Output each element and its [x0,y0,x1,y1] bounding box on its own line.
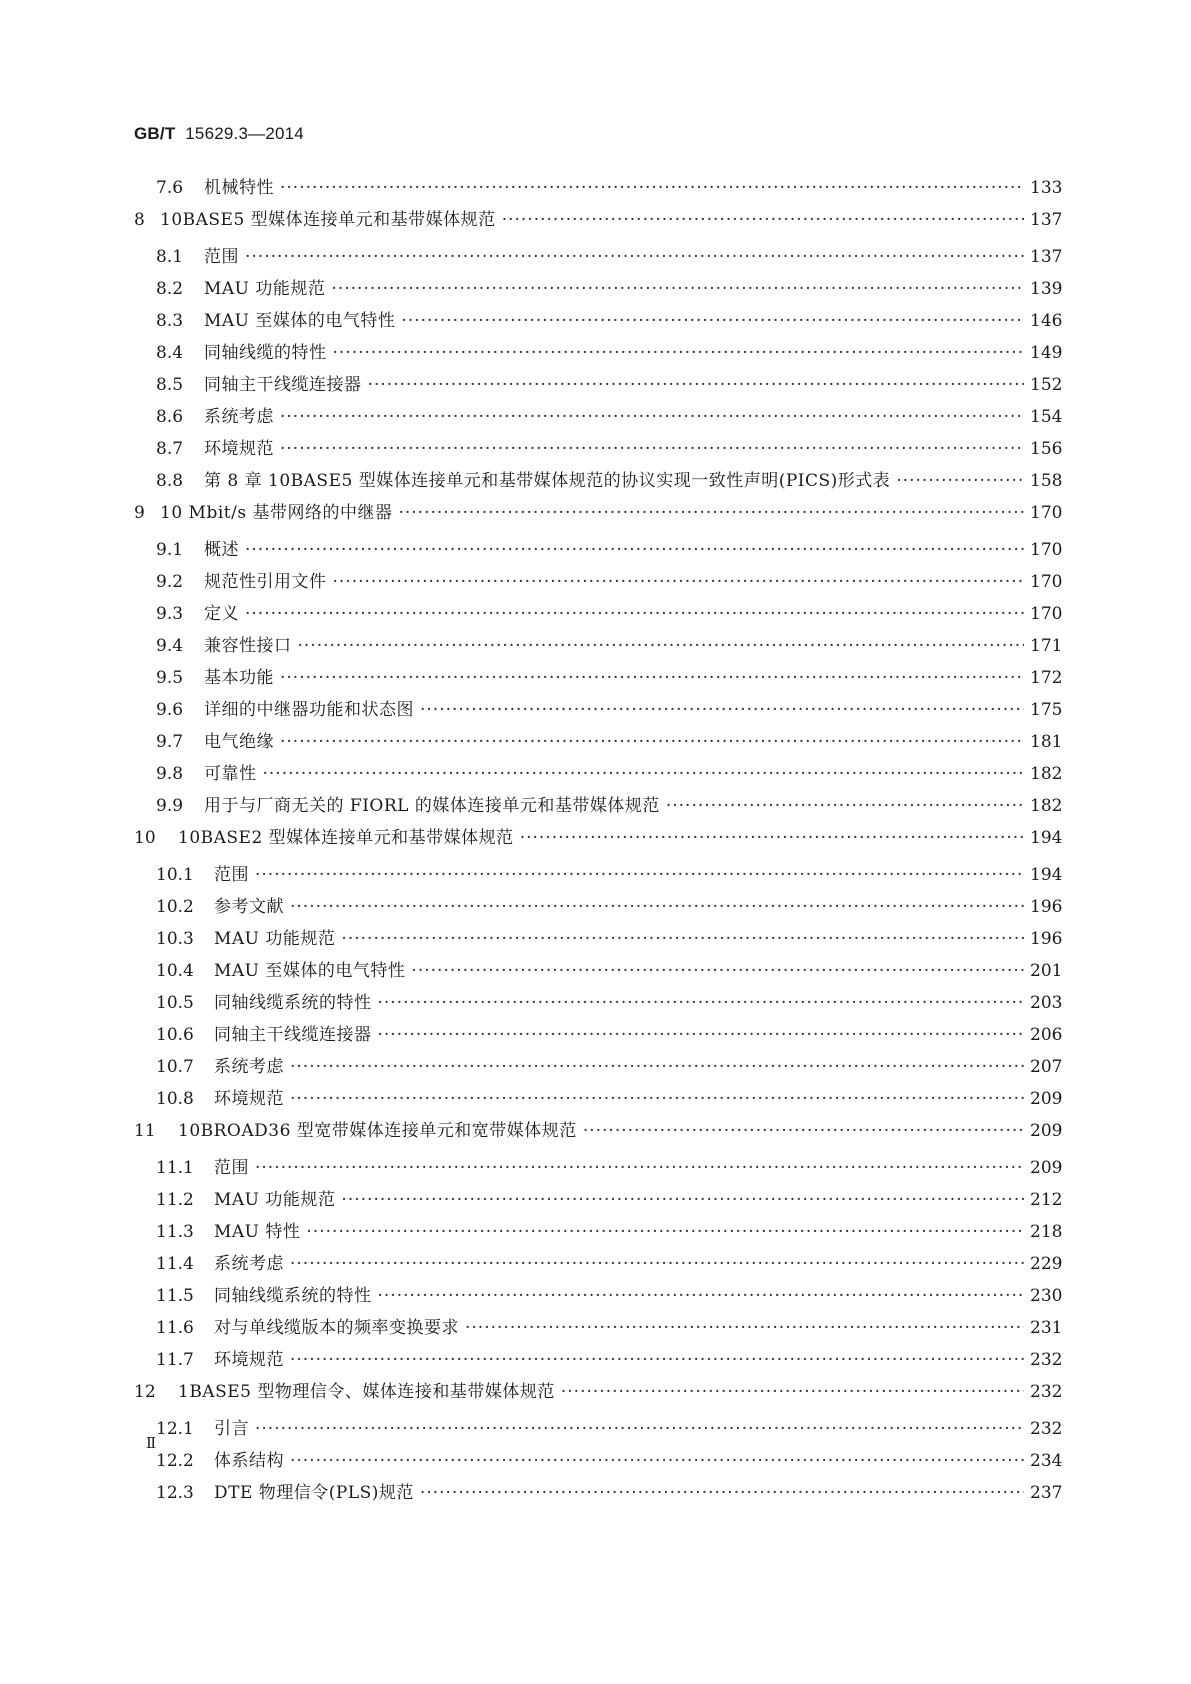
toc-entry-number: 10.2 [156,897,194,917]
toc-entry-page: 182 [1030,764,1063,784]
toc-section-entry[interactable] [134,279,1063,311]
toc-entry-number: 9 [134,503,145,523]
toc-section-entry[interactable] [134,572,1063,604]
toc-entry-page: 139 [1030,279,1063,299]
toc-section-entry[interactable] [134,929,1063,961]
toc-entry-page: 182 [1030,796,1063,816]
toc-entry-number: 12.3 [156,1483,194,1503]
toc-leader-dots [290,1089,1024,1109]
toc-entry-page: 170 [1030,503,1063,523]
toc-entry-title: 环境规范 [214,1089,284,1109]
toc-chapter-entry[interactable] [134,503,1063,540]
toc-entry-page: 207 [1030,1057,1063,1077]
toc-entry-number: 11.1 [156,1158,194,1178]
toc-entry-number: 10.7 [156,1057,194,1077]
toc-entry-page: 232 [1030,1350,1063,1370]
toc-entry-page: 229 [1030,1254,1063,1274]
toc-leader-dots [341,1190,1024,1210]
toc-section-entry[interactable] [134,865,1063,897]
toc-entry-title: 系统考虑 [214,1254,284,1274]
toc-entry-title: MAU 功能规范 [214,929,336,949]
toc-entry-title: MAU 功能规范 [214,1190,336,1210]
toc-entry-number: 11.4 [156,1254,194,1274]
toc-entry-page: 181 [1030,732,1063,752]
toc-entry-number: 11.3 [156,1222,194,1242]
toc-entry-page: 194 [1030,865,1063,885]
toc-entry-number: 8.1 [156,247,184,267]
toc-leader-dots [280,407,1024,427]
toc-entry-number: 8 [134,210,145,230]
toc-entry-page: 170 [1030,572,1063,592]
toc-entry-number: 9.7 [156,732,184,752]
toc-leader-dots [306,1222,1024,1242]
toc-entry-number: 8.2 [156,279,184,299]
toc-entry-number: 9.9 [156,796,184,816]
toc-entry-page: 149 [1030,343,1063,363]
toc-leader-dots [280,178,1024,198]
toc-leader-dots [333,343,1025,363]
toc-entry-title: 范围 [204,247,239,267]
toc-leader-dots [666,796,1024,816]
toc-entry-page: 137 [1030,247,1063,267]
toc-entry-title: 1BASE5 型物理信令、媒体连接和基带媒体规范 [178,1382,555,1402]
toc-entry-title: 可靠性 [204,764,257,784]
toc-leader-dots [280,668,1024,688]
toc-entry-title: 机械特性 [204,178,274,198]
toc-section-entry[interactable] [134,1222,1063,1254]
standard-prefix: GB/T [134,124,176,143]
toc-entry-title: 兼容性接口 [204,636,292,656]
toc-entry-title: MAU 至媒体的电气特性 [204,311,396,331]
toc-entry-page: 175 [1030,700,1063,720]
toc-section-entry[interactable] [134,604,1063,636]
toc-leader-dots [465,1318,1024,1338]
toc-entry-number: 11 [134,1121,156,1141]
toc-entry-number: 10.6 [156,1025,194,1045]
toc-entry-title: 10BASE5 型媒体连接单元和基带媒体规范 [160,210,496,230]
toc-leader-dots [378,1025,1025,1045]
toc-entry-page: 156 [1030,439,1063,459]
document-header [134,124,304,144]
toc-entry-number: 10 [134,828,156,848]
toc-entry-number: 8.4 [156,343,184,363]
toc-entry-title: MAU 功能规范 [204,279,326,299]
toc-entry-page: 209 [1030,1158,1063,1178]
toc-leader-dots [280,732,1024,752]
toc-entry-page: 133 [1030,178,1063,198]
toc-entry-title: 同轴主干线缆连接器 [204,375,362,395]
toc-section-entry[interactable] [134,407,1063,439]
toc-entry-number: 10.4 [156,961,194,981]
toc-chapter-entry[interactable] [134,1382,1063,1419]
toc-entry-number: 9.4 [156,636,184,656]
toc-section-entry[interactable] [134,1419,1063,1451]
toc-leader-dots [583,1121,1024,1141]
toc-entry-title: 系统考虑 [214,1057,284,1077]
toc-entry-title: 参考文献 [214,897,284,917]
toc-entry-page: 231 [1030,1318,1063,1338]
toc-entry-number: 8.8 [156,471,184,491]
toc-entry-number: 11.6 [156,1318,194,1338]
toc-entry-number: 10.8 [156,1089,194,1109]
toc-leader-dots [290,1057,1024,1077]
toc-section-entry[interactable] [134,1089,1063,1121]
toc-entry-page: 154 [1030,407,1063,427]
toc-leader-dots [280,439,1024,459]
toc-entry-title: MAU 至媒体的电气特性 [214,961,406,981]
toc-entry-page: 146 [1030,311,1063,331]
toc-entry-number: 9.1 [156,540,184,560]
toc-section-entry[interactable] [134,1483,1063,1515]
toc-entry-title: 环境规范 [204,439,274,459]
toc-section-entry[interactable] [134,961,1063,993]
toc-entry-title: 定义 [204,604,239,624]
toc-entry-number: 7.6 [156,178,184,198]
toc-entry-page: 237 [1030,1483,1063,1503]
toc-entry-title: 对与单线缆版本的频率变换要求 [214,1318,459,1338]
toc-entry-page: 170 [1030,540,1063,560]
toc-entry-number: 12.2 [156,1451,194,1471]
toc-section-entry[interactable] [134,1318,1063,1350]
toc-entry-title: 体系结构 [214,1451,284,1471]
toc-entry-number: 11.7 [156,1350,194,1370]
toc-entry-page: 232 [1030,1382,1063,1402]
toc-leader-dots [290,897,1024,917]
toc-leader-dots [378,1286,1025,1306]
toc-section-entry[interactable] [134,1286,1063,1318]
toc-entry-page: 170 [1030,604,1063,624]
toc-entry-page: 152 [1030,375,1063,395]
toc-entry-number: 9.3 [156,604,184,624]
toc-leader-dots [255,865,1024,885]
toc-entry-page: 201 [1030,961,1063,981]
toc-leader-dots [298,636,1025,656]
toc-entry-number: 10.1 [156,865,194,885]
toc-entry-page: 230 [1030,1286,1063,1306]
toc-section-entry[interactable] [134,343,1063,375]
toc-entry-number: 9.2 [156,572,184,592]
toc-entry-title: 用于与厂商无关的 FIORL 的媒体连接单元和基带媒体规范 [204,796,660,816]
toc-entry-page: 212 [1030,1190,1063,1210]
page-number: Ⅱ [146,1434,157,1452]
toc-chapter-entry[interactable] [134,210,1063,247]
toc-section-entry[interactable] [134,1350,1063,1382]
toc-leader-dots [502,210,1024,230]
toc-leader-dots [255,1419,1024,1439]
toc-entry-page: 232 [1030,1419,1063,1439]
toc-entry-page: 196 [1030,929,1063,949]
toc-section-entry[interactable] [134,668,1063,700]
toc-entry-title: 同轴线缆的特性 [204,343,327,363]
toc-entry-page: 206 [1030,1025,1063,1045]
toc-entry-title: 同轴线缆系统的特性 [214,1286,372,1306]
toc-entry-page: 203 [1030,993,1063,1013]
toc-section-entry[interactable] [134,700,1063,732]
toc-section-entry[interactable] [134,897,1063,929]
toc-section-entry[interactable] [134,178,1063,210]
toc-entry-title: 10 Mbit/s 基带网络的中继器 [160,503,393,523]
toc-section-entry[interactable] [134,636,1063,668]
toc-section-entry[interactable] [134,1254,1063,1286]
toc-section-entry[interactable] [134,732,1063,764]
toc-leader-dots [290,1350,1024,1370]
toc-section-entry[interactable] [134,796,1063,828]
toc-leader-dots [378,993,1025,1013]
toc-entry-title: 10BASE2 型媒体连接单元和基带媒体规范 [178,828,514,848]
toc-leader-dots [341,929,1024,949]
toc-entry-number: 8.7 [156,439,184,459]
toc-entry-number: 12.1 [156,1419,194,1439]
toc-section-entry[interactable] [134,1190,1063,1222]
toc-entry-title: 范围 [214,865,249,885]
toc-entry-number: 9.8 [156,764,184,784]
toc-entry-title: 同轴主干线缆连接器 [214,1025,372,1045]
toc-entry-number: 12 [134,1382,156,1402]
toc-entry-number: 8.3 [156,311,184,331]
toc-entry-number: 8.6 [156,407,184,427]
toc-entry-number: 11.2 [156,1190,194,1210]
toc-entry-title: 系统考虑 [204,407,274,427]
toc-section-entry[interactable] [134,311,1063,343]
toc-entry-number: 10.3 [156,929,194,949]
toc-leader-dots [331,279,1024,299]
toc-entry-page: 171 [1030,636,1063,656]
toc-section-entry[interactable] [134,247,1063,279]
toc-section-entry[interactable] [134,1158,1063,1190]
toc-leader-dots [520,828,1024,848]
toc-leader-dots [333,572,1025,592]
toc-section-entry[interactable] [134,764,1063,796]
toc-leader-dots [411,961,1024,981]
toc-entry-title: 第 8 章 10BASE5 型媒体连接单元和基带媒体规范的协议实现一致性声明(PICS)形式表 [204,471,891,491]
toc-entry-number: 10.5 [156,993,194,1013]
toc-section-entry[interactable] [134,471,1063,503]
toc-entry-title: 10BROAD36 型宽带媒体连接单元和宽带媒体规范 [178,1121,577,1141]
toc-entry-page: 196 [1030,897,1063,917]
standard-number: 15629.3—2014 [185,124,304,143]
toc-entry-page: 194 [1030,828,1063,848]
toc-entry-title: 电气绝缘 [204,732,274,752]
toc-entry-page: 209 [1030,1121,1063,1141]
toc-leader-dots [245,604,1024,624]
toc-entry-page: 158 [1030,471,1063,491]
toc-entry-title: 环境规范 [214,1350,284,1370]
toc-section-entry[interactable] [134,1057,1063,1089]
toc-section-entry[interactable] [134,540,1063,572]
toc-entry-title: 同轴线缆系统的特性 [214,993,372,1013]
toc-leader-dots [896,471,1024,491]
toc-leader-dots [245,540,1024,560]
toc-entry-title: 范围 [214,1158,249,1178]
toc-entry-number: 11.5 [156,1286,194,1306]
toc-leader-dots [290,1254,1024,1274]
toc-entry-page: 137 [1030,210,1063,230]
toc-chapter-entry[interactable] [134,1121,1063,1158]
toc-section-entry[interactable] [134,993,1063,1025]
toc-section-entry[interactable] [134,1025,1063,1057]
toc-entry-title: 详细的中继器功能和状态图 [204,700,414,720]
toc-entry-number: 9.6 [156,700,184,720]
toc-entry-title: 基本功能 [204,668,274,688]
toc-section-entry[interactable] [134,1451,1063,1483]
toc-section-entry[interactable] [134,439,1063,471]
toc-entry-page: 172 [1030,668,1063,688]
toc-entry-title: MAU 特性 [214,1222,301,1242]
table-of-contents [134,178,1063,1515]
toc-leader-dots [561,1382,1024,1402]
toc-chapter-entry[interactable] [134,828,1063,865]
toc-entry-title: 引言 [214,1419,249,1439]
toc-leader-dots [398,503,1024,523]
toc-leader-dots [368,375,1025,395]
toc-leader-dots [255,1158,1024,1178]
toc-leader-dots [290,1451,1024,1471]
toc-leader-dots [420,700,1024,720]
toc-entry-number: 8.5 [156,375,184,395]
toc-leader-dots [263,764,1025,784]
toc-entry-page: 218 [1030,1222,1063,1242]
toc-section-entry[interactable] [134,375,1063,407]
toc-entry-title: 概述 [204,540,239,560]
toc-entry-page: 209 [1030,1089,1063,1109]
toc-entry-number: 9.5 [156,668,184,688]
toc-leader-dots [420,1483,1024,1503]
toc-entry-page: 234 [1030,1451,1063,1471]
toc-leader-dots [401,311,1024,331]
toc-leader-dots [245,247,1024,267]
toc-entry-title: 规范性引用文件 [204,572,327,592]
toc-entry-title: DTE 物理信令(PLS)规范 [214,1483,414,1503]
